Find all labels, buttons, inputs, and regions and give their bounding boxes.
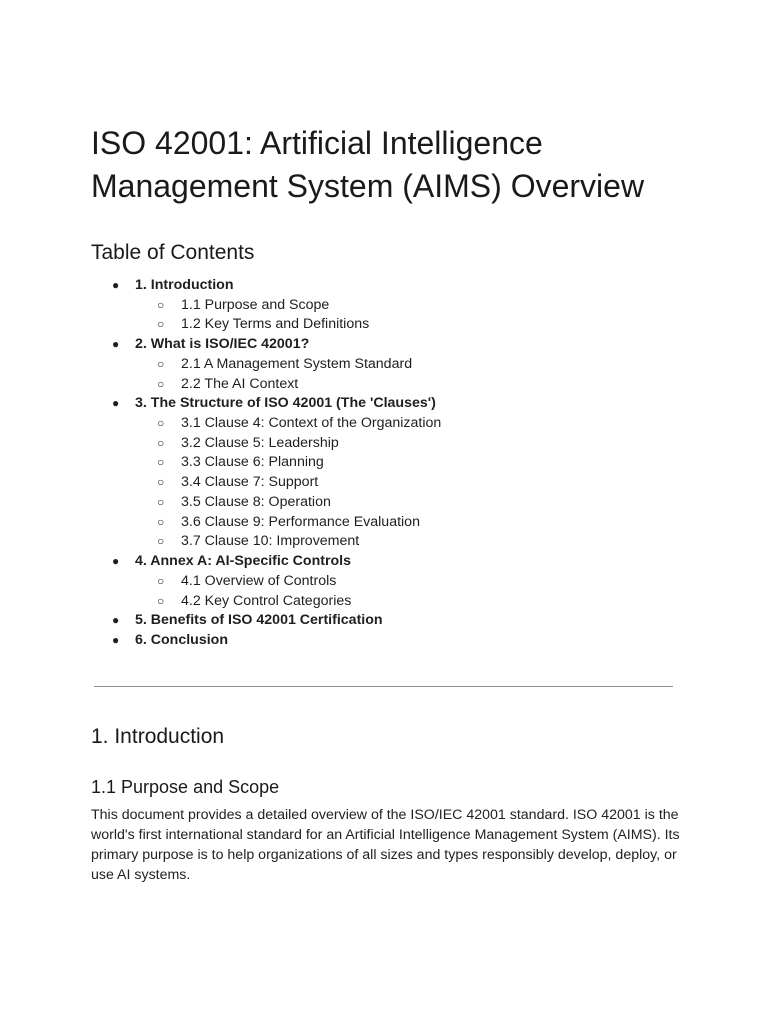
toc-subitem [0,592,768,612]
toc-item-label: 3.2 Clause 5: Leadership [181,434,339,451]
toc-item [0,276,768,296]
hollow-bullet-icon: ○ [157,297,165,312]
hollow-bullet-icon: ○ [157,593,165,608]
toc-subitem [0,414,768,434]
toc-subitem [0,572,768,592]
toc-item-label: 1. Introduction [135,277,234,293]
filled-bullet-icon: ● [112,632,120,647]
toc-item-label: 3.3 Clause 6: Planning [181,454,324,471]
hollow-bullet-icon: ○ [157,475,165,490]
toc-item-label: 3. The Structure of ISO 42001 (The 'Clauses') [135,395,436,412]
toc-subitem [0,493,768,513]
toc-item-label: 2.1 A Management System Standard [181,355,413,372]
toc-subitem [0,473,768,493]
toc-subitem [0,355,768,375]
toc-item-label: 1.2 Key Terms and Definitions [181,316,370,333]
toc-subitem [0,513,768,533]
toc-subitem [0,375,768,395]
section-divider [94,686,673,687]
toc-item-label: 6. Conclusion [135,631,229,648]
toc-item [0,552,768,572]
toc-item-label: 2.2 The AI Context [181,375,299,392]
toc-item-label: 1.1 Purpose and Scope [181,296,330,313]
toc-subitem [0,434,768,454]
hollow-bullet-icon: ○ [157,494,165,509]
hollow-bullet-icon: ○ [157,455,165,470]
toc-item-label: 2. What is ISO/IEC 42001? [135,336,310,353]
toc-item-label: 4. Annex A: AI-Specific Controls [135,553,351,570]
toc-item-label: 4.1 Overview of Controls [181,572,337,589]
toc-item [0,611,768,631]
toc-item-label: 3.7 Clause 10: Improvement [181,533,360,550]
filled-bullet-icon: ● [112,278,120,292]
filled-bullet-icon: ● [112,337,120,352]
toc-item-label: 4.2 Key Control Categories [181,592,352,609]
filled-bullet-icon: ● [112,613,120,628]
toc-item-label: 3.6 Clause 9: Performance Evaluation [181,513,420,530]
subsection-heading-purpose-and-scope: 1.1 Purpose and Scope [91,777,280,797]
toc-item [0,631,768,651]
toc-item-label: 3.1 Clause 4: Context of the Organization [181,415,442,432]
filled-bullet-icon: ● [112,396,120,411]
toc-item-label: 5. Benefits of ISO 42001 Certification [135,612,383,629]
purpose-paragraph: This document provides a detailed overview of the ISO/IEC 42001 standard. ISO 42001 is the world's first international standard for an Artificial Intelligence Management System (AIMS). Its primary purpose is to help organizations of all sizes and types responsibly develop, deploy, or use AI systems. [91,807,680,883]
hollow-bullet-icon: ○ [157,416,165,431]
toc-item-label: 3.4 Clause 7: Support [181,474,319,491]
toc-subitem [0,296,768,316]
toc-item-label: 3.5 Clause 8: Operation [181,493,331,510]
table-of-contents [0,276,768,651]
hollow-bullet-icon: ○ [157,534,165,549]
hollow-bullet-icon: ○ [157,435,165,450]
document-title: ISO 42001: Artificial Intelligence Management System (AIMS) Overview [91,125,645,204]
toc-item [0,335,768,355]
toc-item [0,394,768,414]
toc-subitem [0,532,768,552]
toc-subitem [0,453,768,473]
toc-subitem [0,315,768,335]
section-heading-introduction: 1. Introduction [91,725,225,748]
hollow-bullet-icon: ○ [157,376,165,391]
hollow-bullet-icon: ○ [157,317,165,332]
filled-bullet-icon: ● [112,554,120,569]
hollow-bullet-icon: ○ [157,514,165,529]
toc-heading: Table of Contents [91,241,255,264]
hollow-bullet-icon: ○ [157,573,165,588]
hollow-bullet-icon: ○ [157,356,165,371]
